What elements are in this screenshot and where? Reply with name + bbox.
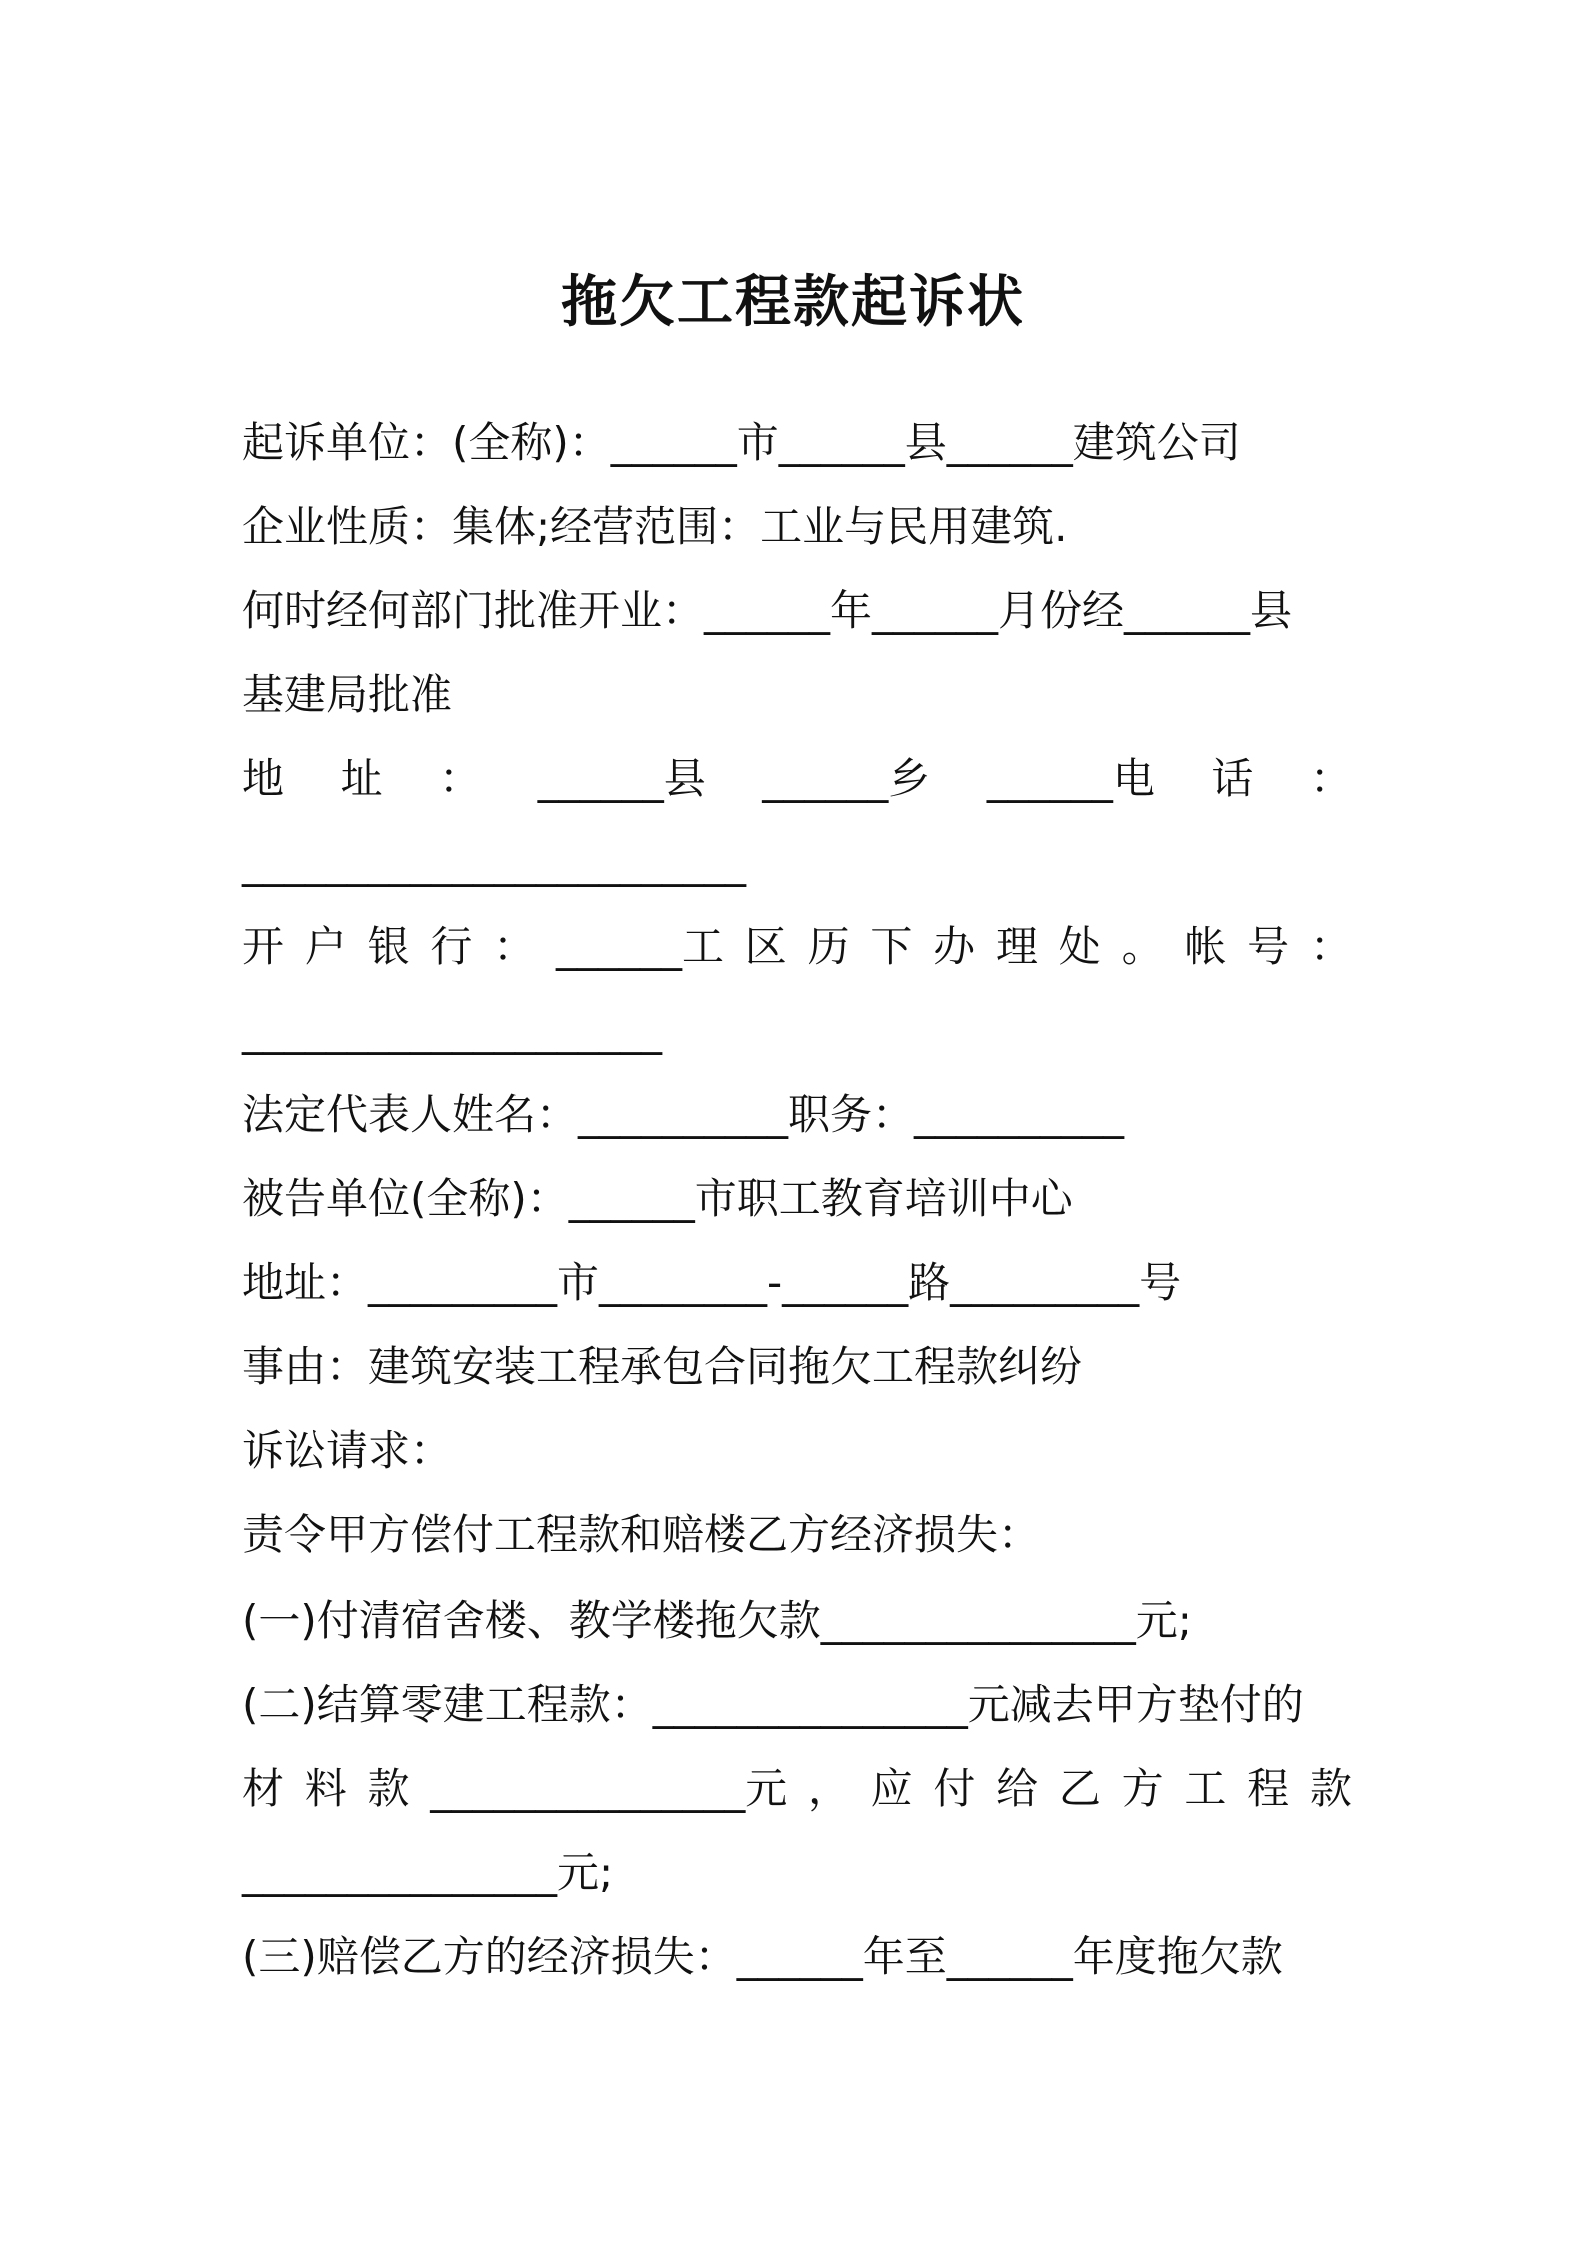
bank-seg: 。 <box>1121 922 1164 971</box>
material-seg: _______________元 <box>430 1764 788 1813</box>
material-seg: 付 <box>933 1764 976 1813</box>
approval-line: 何时经何部门批准开业：______年______月份经______县 <box>242 586 1293 635</box>
address-seg: 地 <box>242 754 285 803</box>
legal-rep-line: 法定代表人姓名：__________职务：__________ <box>242 1090 1125 1139</box>
address-seg: ______县 <box>537 754 706 803</box>
material-seg: 工 <box>1184 1764 1227 1813</box>
material-line <box>242 1764 1352 1814</box>
bank-seg: 银 <box>367 922 410 971</box>
bank-seg: 号 <box>1247 922 1290 971</box>
bank-line <box>242 922 1352 972</box>
claims-heading: 诉讼请求： <box>242 1426 453 1475</box>
claims-intro-line: 责令甲方偿付工程款和赔楼乙方经济损失： <box>242 1510 1041 1559</box>
material-seg: 方 <box>1121 1764 1164 1813</box>
defendant-line: 被告单位(全称)：______市职工教育培训中心 <box>242 1174 1073 1223</box>
address-seg: ： <box>1309 754 1352 803</box>
claim-one-line: (一)付清宿舍楼、教学楼拖欠款_______________元; <box>242 1596 1192 1645</box>
bank-seg: 开 <box>242 922 285 971</box>
bank-seg: ： <box>1309 922 1352 971</box>
bank-seg: 下 <box>870 922 913 971</box>
bank-seg: 处 <box>1058 922 1101 971</box>
bank-seg: ： <box>493 922 536 971</box>
material-seg: 给 <box>996 1764 1039 1813</box>
bank-seg: 帐 <box>1184 922 1227 971</box>
claim-two-line: (二)结算零建工程款：_______________元减去甲方垫付的 <box>242 1680 1304 1729</box>
address-line <box>242 754 1352 804</box>
payable-amount-line: _______________元; <box>242 1848 614 1897</box>
material-seg: 料 <box>304 1764 347 1813</box>
phone-blank-line: ________________________ <box>242 838 746 887</box>
material-seg: 乙 <box>1058 1764 1101 1813</box>
address-seg: 址 <box>340 754 383 803</box>
bank-seg: ______工 <box>555 922 724 971</box>
plaintiff-line: 起诉单位：(全称)：______市______县______建筑公司 <box>242 418 1241 467</box>
address-seg: 话 <box>1211 754 1254 803</box>
material-seg: 款 <box>1309 1764 1352 1813</box>
approval-line-cont: 基建局批准 <box>242 670 453 719</box>
bank-seg: 办 <box>933 922 976 971</box>
account-blank-line: ____________________ <box>242 1006 662 1055</box>
document-title: 拖欠工程款起诉状 <box>561 270 1025 335</box>
material-seg: 程 <box>1247 1764 1290 1813</box>
bank-seg: 户 <box>304 922 347 971</box>
bank-seg: 理 <box>995 922 1038 971</box>
address-seg: ______乡 <box>762 754 931 803</box>
bank-seg: 区 <box>744 922 787 971</box>
bank-seg: 历 <box>807 922 850 971</box>
address-seg: ______电 <box>986 754 1155 803</box>
address-seg: ： <box>439 754 482 803</box>
material-seg: 应 <box>870 1764 913 1813</box>
material-seg: ， <box>807 1764 850 1813</box>
claim-three-line: (三)赔偿乙方的经济损失：______年至______年度拖欠款 <box>242 1932 1283 1981</box>
material-seg: 款 <box>367 1764 410 1813</box>
material-seg: 材 <box>242 1764 285 1813</box>
enterprise-nature-line: 企业性质：集体;经营范围：工业与民用建筑. <box>242 502 1068 551</box>
defendant-address-line: 地址：_________市________-______路_________号 <box>242 1258 1182 1307</box>
cause-line: 事由：建筑安装工程承包合同拖欠工程款纠纷 <box>242 1342 1083 1391</box>
bank-seg: 行 <box>430 922 473 971</box>
